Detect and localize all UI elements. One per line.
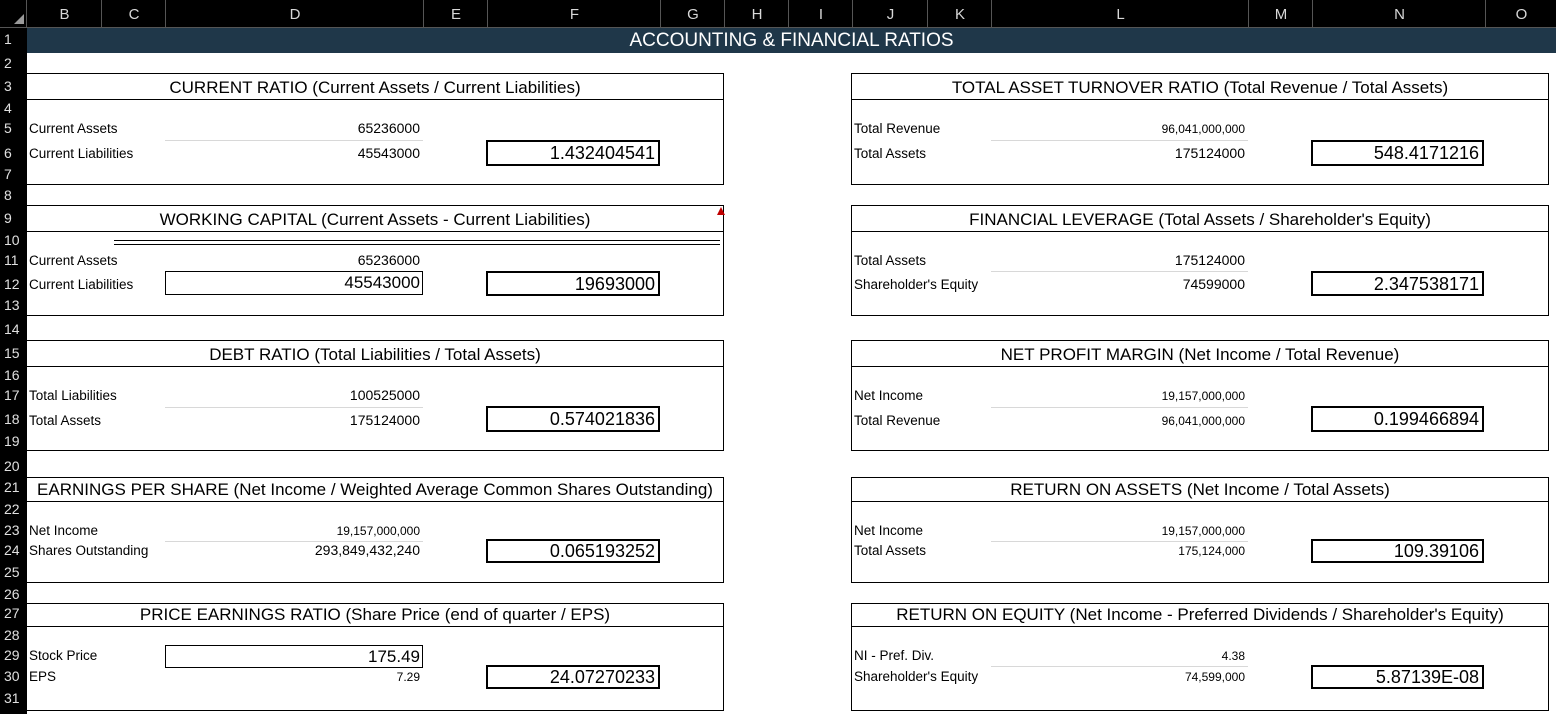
row-header[interactable]: 17 (4, 387, 20, 403)
row-header[interactable]: 15 (4, 345, 20, 361)
row-header[interactable]: 18 (4, 411, 20, 427)
current-ratio-result[interactable]: 1.432404541 (486, 140, 660, 166)
row-header[interactable]: 27 (4, 605, 20, 621)
shape-line[interactable] (114, 240, 720, 241)
row-header[interactable]: 23 (4, 522, 20, 538)
net-income-value[interactable]: 19,157,000,000 (1161, 524, 1245, 538)
row-header[interactable]: 12 (4, 276, 20, 292)
net-profit-margin-result[interactable]: 0.199466894 (1311, 406, 1484, 432)
row-header[interactable]: 28 (4, 627, 20, 643)
row-header[interactable]: 26 (4, 586, 20, 602)
row-header[interactable]: 20 (4, 458, 20, 474)
total-revenue-label: Total Revenue (854, 413, 941, 428)
total-assets-label: Total Assets (29, 413, 102, 428)
column-header-g[interactable]: G (660, 0, 725, 27)
column-header-bar (0, 0, 1556, 28)
row-header[interactable]: 22 (4, 501, 20, 517)
ni-pref-div-label: NI - Pref. Div. (854, 648, 935, 663)
shape-line[interactable] (114, 244, 720, 245)
current-liabilities-label: Current Liabilities (29, 146, 134, 161)
column-header-e[interactable]: E (423, 0, 488, 27)
panel-title: RETURN ON ASSETS (Net Income / Total Assets) (852, 478, 1548, 502)
total-assets-label: Total Assets (854, 253, 927, 268)
column-header-m[interactable]: M (1248, 0, 1313, 27)
total-assets-value[interactable]: 175124000 (349, 412, 420, 428)
financial-leverage-result[interactable]: 2.347538171 (1311, 271, 1484, 296)
column-header-l[interactable]: L (991, 0, 1249, 27)
current-assets-value[interactable]: 65236000 (357, 252, 420, 268)
row-header[interactable]: 3 (4, 78, 12, 94)
row-header[interactable]: 30 (4, 668, 20, 684)
row-header[interactable]: 11 (4, 252, 19, 268)
eps-result[interactable]: 0.065193252 (486, 539, 660, 563)
panel-title: CURRENT RATIO (Current Assets / Current Liabilities) (27, 74, 723, 100)
column-header-d[interactable]: D (165, 0, 424, 27)
roe-result[interactable]: 5.87139E-08 (1311, 665, 1484, 689)
panel-title: DEBT RATIO (Total Liabilities / Total Assets) (27, 341, 723, 367)
row-header[interactable]: 5 (4, 120, 12, 136)
stock-price-input[interactable]: 175.49 (165, 645, 423, 668)
total-assets-value[interactable]: 175,124,000 (1178, 544, 1245, 558)
eps-label: EPS (29, 669, 57, 684)
total-revenue-value[interactable]: 96,041,000,000 (1161, 414, 1245, 428)
total-revenue-value[interactable]: 96,041,000,000 (1161, 122, 1245, 136)
eps-value[interactable]: 7.29 (396, 670, 420, 684)
current-assets-label: Current Assets (29, 253, 118, 268)
panel-title: TOTAL ASSET TURNOVER RATIO (Total Revenue / Total Assets) (852, 74, 1548, 100)
select-all-corner[interactable] (0, 0, 26, 27)
row-divider (991, 666, 1248, 667)
row-divider (165, 407, 423, 408)
row-divider (991, 140, 1248, 141)
current-assets-value[interactable]: 65236000 (357, 120, 420, 136)
total-liabilities-label: Total Liabilities (29, 388, 117, 403)
row-divider (991, 541, 1248, 542)
column-header-i[interactable]: I (788, 0, 853, 27)
asset-turnover-result[interactable]: 548.4171216 (1311, 140, 1484, 166)
row-header[interactable]: 24 (4, 542, 20, 558)
pe-ratio-result[interactable]: 24.07270233 (486, 665, 660, 689)
working-capital-result[interactable]: 19693000 (486, 271, 660, 296)
ni-pref-div-value[interactable]: 4.38 (1221, 649, 1245, 663)
column-header-o[interactable]: O (1485, 0, 1556, 27)
row-header[interactable]: 29 (4, 647, 20, 663)
shares-outstanding-value[interactable]: 293,849,432,240 (314, 542, 420, 558)
current-assets-label: Current Assets (29, 121, 118, 136)
column-header-c[interactable]: C (101, 0, 166, 27)
row-header[interactable]: 1 (4, 31, 12, 47)
sheet-title: ACCOUNTING & FINANCIAL RATIOS (27, 28, 1556, 53)
shareholders-equity-value[interactable]: 74,599,000 (1184, 670, 1245, 684)
total-assets-label: Total Assets (854, 146, 927, 161)
row-header[interactable]: 13 (4, 297, 20, 313)
net-income-label: Net Income (29, 523, 99, 538)
net-income-value[interactable]: 19,157,000,000 (336, 524, 420, 538)
row-header[interactable]: 8 (4, 187, 12, 203)
panel-title: EARNINGS PER SHARE (Net Income / Weighted Average Common Shares Outstanding) (27, 478, 723, 502)
current-liabilities-label: Current Liabilities (29, 277, 134, 292)
row-header[interactable]: 2 (4, 55, 12, 71)
shareholders-equity-value[interactable]: 74599000 (1182, 276, 1245, 292)
roa-result[interactable]: 109.39106 (1311, 539, 1484, 563)
column-header-k[interactable]: K (927, 0, 992, 27)
row-header[interactable]: 19 (4, 433, 20, 449)
column-header-h[interactable]: H (724, 0, 789, 27)
total-assets-value[interactable]: 175124000 (1174, 252, 1245, 268)
total-revenue-label: Total Revenue (854, 121, 941, 136)
column-header-b[interactable]: B (26, 0, 102, 27)
row-header[interactable]: 16 (4, 367, 20, 383)
row-divider (165, 140, 423, 141)
net-income-label: Net Income (854, 523, 924, 538)
row-header[interactable]: 21 (4, 479, 20, 495)
row-header[interactable]: 10 (4, 232, 20, 248)
row-header[interactable]: 31 (4, 690, 20, 706)
current-liabilities-input[interactable]: 45543000 (165, 271, 423, 295)
total-assets-label: Total Assets (854, 543, 927, 558)
row-header[interactable]: 4 (4, 100, 12, 116)
panel-title: RETURN ON EQUITY (Net Income - Preferred Dividends / Shareholder's Equity) (852, 604, 1548, 627)
row-header[interactable]: 7 (4, 166, 12, 182)
panel-title: WORKING CAPITAL (Current Assets - Current Liabilities) (27, 206, 723, 232)
panel-title: PRICE EARNINGS RATIO (Share Price (end of quarter / EPS) (27, 604, 723, 627)
column-header-f[interactable]: F (487, 0, 661, 27)
row-header[interactable]: 6 (4, 145, 12, 161)
row-divider (991, 407, 1248, 408)
shareholders-equity-label: Shareholder's Equity (854, 277, 979, 292)
column-header-n[interactable]: N (1312, 0, 1486, 27)
debt-ratio-result[interactable]: 0.574021836 (486, 406, 660, 432)
row-header[interactable]: 14 (4, 321, 20, 337)
row-header[interactable]: 9 (4, 210, 12, 226)
total-assets-value[interactable]: 175124000 (1174, 145, 1245, 161)
row-divider (991, 271, 1248, 272)
panel-title: FINANCIAL LEVERAGE (Total Assets / Shareholder's Equity) (852, 206, 1548, 232)
panel-title: NET PROFIT MARGIN (Net Income / Total Revenue) (852, 341, 1548, 367)
row-header[interactable]: 25 (4, 564, 20, 580)
stock-price-label: Stock Price (29, 648, 98, 663)
column-header-j[interactable]: J (852, 0, 928, 27)
net-income-value[interactable]: 19,157,000,000 (1161, 389, 1245, 403)
net-income-label: Net Income (854, 388, 924, 403)
current-liabilities-value[interactable]: 45543000 (357, 145, 420, 161)
total-liabilities-value[interactable]: 100525000 (349, 387, 420, 403)
comment-indicator-icon[interactable] (717, 207, 725, 215)
shares-outstanding-label: Shares Outstanding (29, 543, 149, 558)
shareholders-equity-label: Shareholder's Equity (854, 669, 979, 684)
